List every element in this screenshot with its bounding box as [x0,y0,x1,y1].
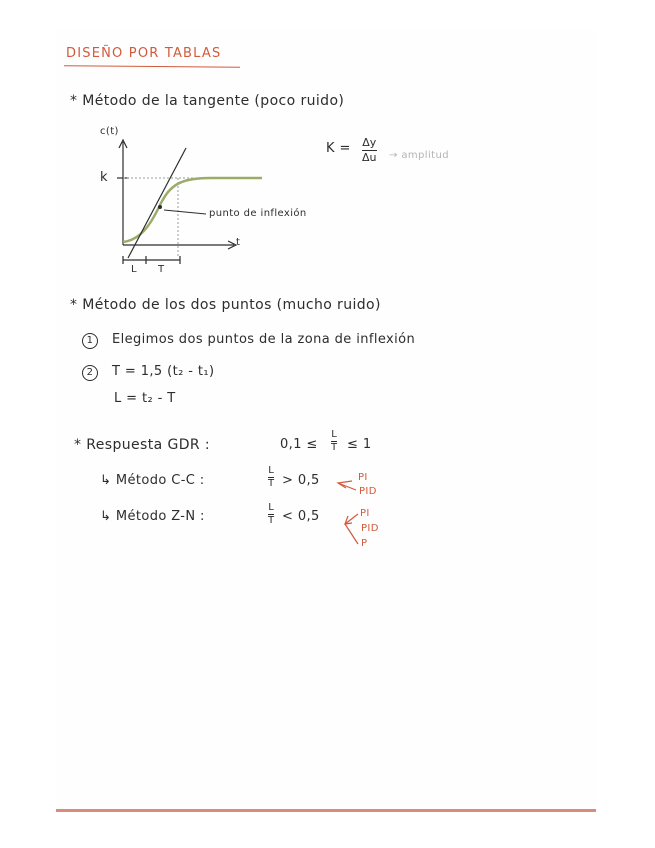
gain-formula-lhs: K = [326,141,351,156]
zn-condition: < 0,5 [282,509,320,524]
graph-T-label: T [158,264,165,275]
step1-text: Elegimos dos puntos de la zona de inflexión [112,332,416,347]
gdr-range-fraction [331,430,337,453]
graph-y-axis-label: c(t) [100,126,119,137]
zn-method-label: ↳ Método Z-N : [100,509,205,524]
cc-option-pid: PID [359,486,377,497]
step2-text: T = 1,5 (t₂ - t₁) [112,364,215,379]
step1-row [82,332,415,349]
step2-row [82,364,214,381]
step3-text: L = t₂ - T [114,391,176,406]
gain-formula-note: → amplitud [389,150,449,161]
gdr-range-right: ≤ 1 [347,437,372,452]
step1-number: 1 [82,333,98,349]
cc-condition: > 0,5 [282,473,320,488]
cc-frac-den: T [268,478,275,489]
cc-option-pi: PI [358,472,368,483]
graph-k-label: k [100,170,108,185]
gdr-frac-num: L [331,429,337,440]
step2-number: 2 [82,365,98,381]
gdr-frac-den: T [331,442,338,453]
zn-frac-num: L [268,502,274,513]
gain-formula-fraction [362,137,377,164]
graph-x-axis-label: t [236,237,241,248]
gain-numerator: Δy [362,136,377,149]
zn-option-p: P [361,538,368,549]
gdr-range-left: 0,1 ≤ [280,437,318,452]
cc-frac-num: L [268,465,274,476]
zn-option-pid: PID [361,523,379,534]
zn-fraction [268,503,274,526]
zn-option-pi: PI [360,508,370,519]
page-title: DISEÑO POR TABLAS [66,46,222,61]
cc-fraction [268,466,274,489]
section1-heading: * Método de la tangente (poco ruido) [70,93,345,109]
cc-method-label: ↳ Método C-C : [100,473,205,488]
graph-L-label: L [131,264,137,275]
gain-denominator: Δu [362,151,377,164]
section3-heading: * Respuesta GDR : [74,437,210,453]
zn-frac-den: T [268,515,275,526]
inflection-point-label: punto de inflexión [209,208,307,219]
section2-heading: * Método de los dos puntos (mucho ruido) [70,297,381,313]
